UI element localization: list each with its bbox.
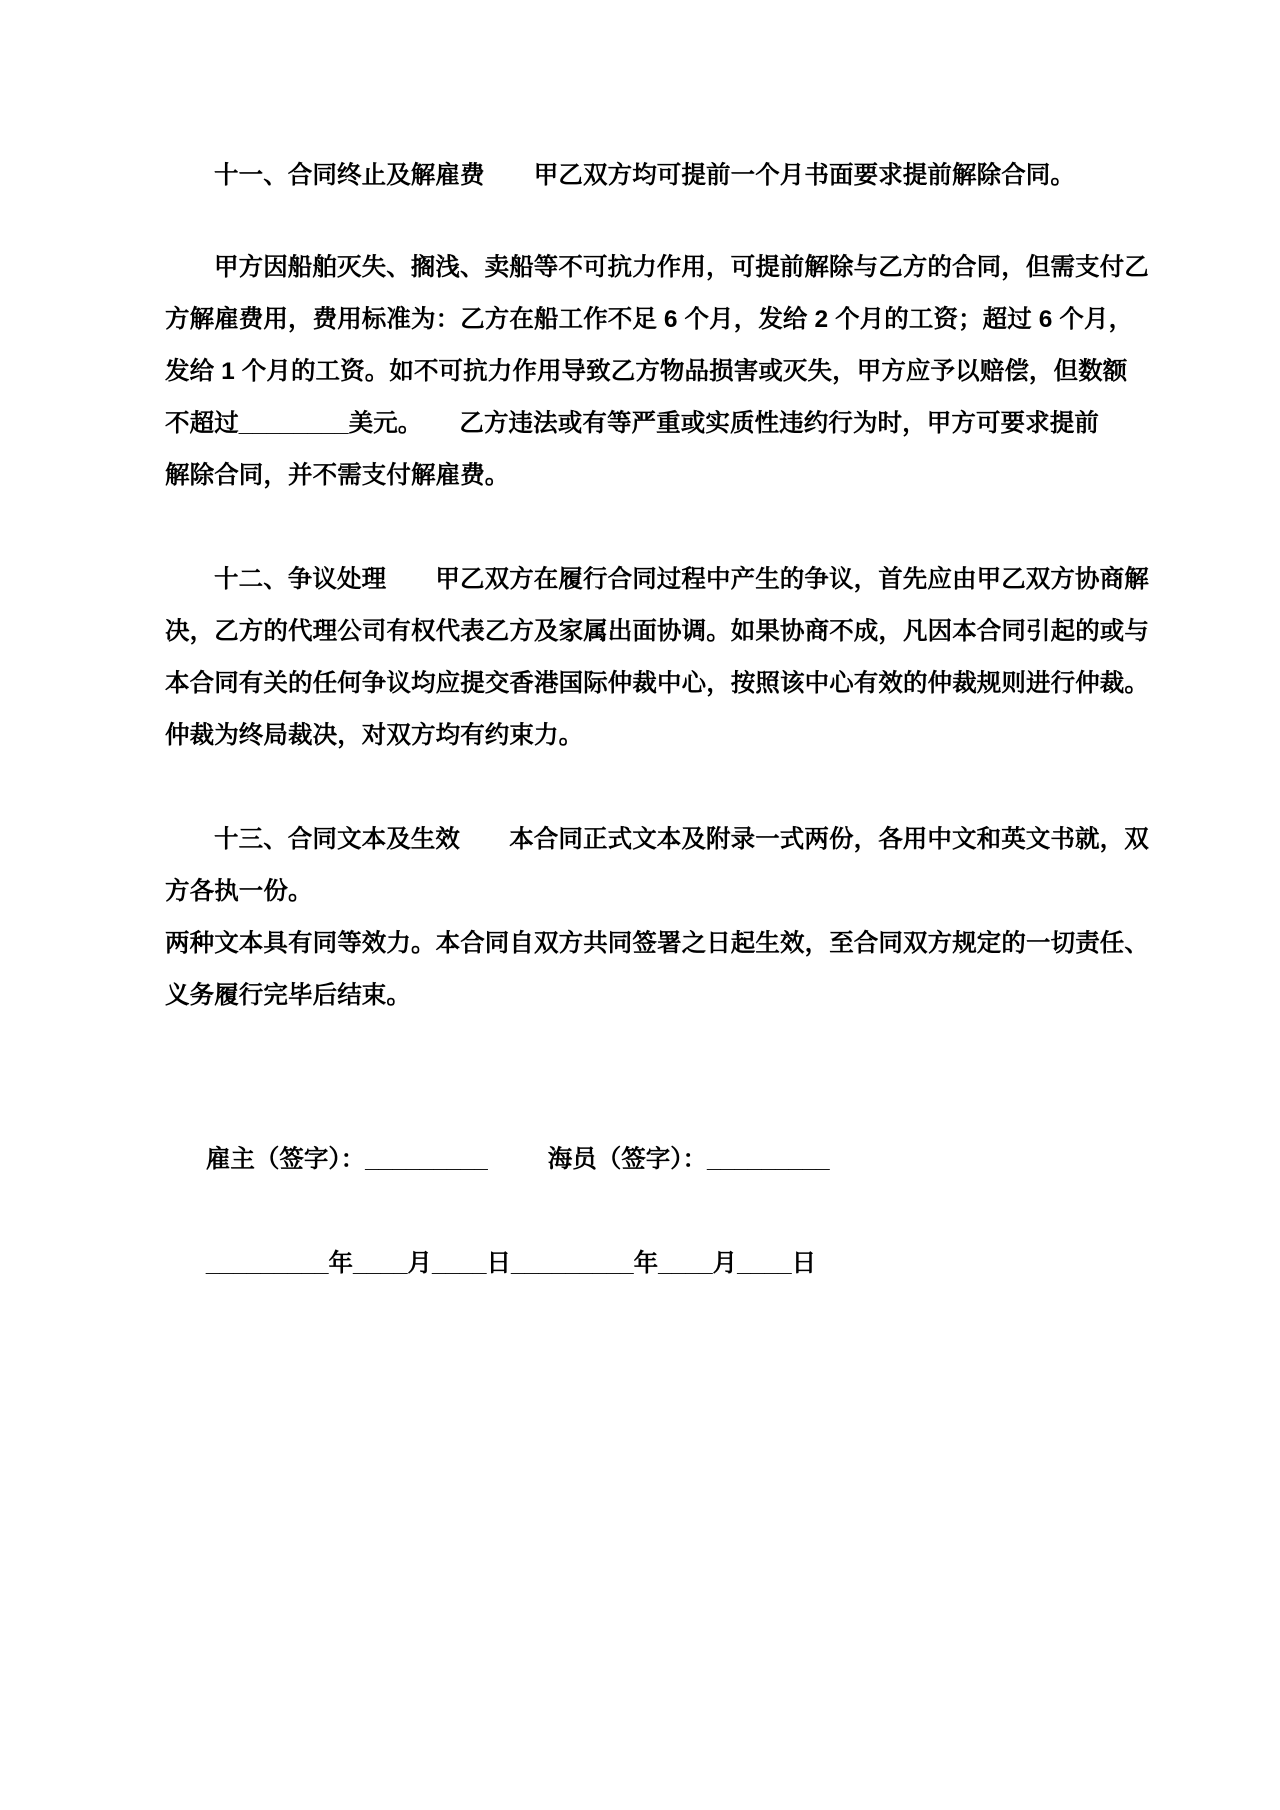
paragraph-line: 发给 1 个月的工资。如不可抗力作用导致乙方物品损害或灭失，甲方应予以赔偿，但数额 [165,358,1128,385]
section-12-heading-line: 十二、争议处理 甲乙双方在履行合同过程中产生的争议，首先应由甲乙双方协商解 [214,566,1149,593]
seafarer-date-blank[interactable]: _________年____月____日 [510,1250,817,1277]
section-11-heading-line: 十一、合同终止及解雇费 甲乙双方均可提前一个月书面要求提前解除合同。 [214,162,1075,189]
section-11 [165,150,1075,202]
paragraph-line: 决，乙方的代理公司有权代表乙方及家属出面协调。如果协商不成，凡因本合同引起的或与 [165,618,1149,645]
spacer [165,762,980,814]
document-body [165,150,1149,1277]
paragraph-line: 本合同有关的任何争议均应提交香港国际仲裁中心，按照该中心有效的仲裁规则进行仲裁。 [165,670,1149,697]
paragraph-line: 方各执一份。 [165,878,313,905]
paragraph-line-blank-amount: 不超过________美元。 乙方违法或有等严重或实质性违约行为时，甲方可要求提前 [165,410,1099,437]
spacer [165,502,980,554]
seafarer-signature-label: 海员（签字）： [547,1146,707,1173]
paragraph-line: 义务履行完毕后结束。 [165,982,411,1009]
paragraph-line: 仲裁为终局裁决，对双方均有约束力。 [165,722,584,749]
section-13 [165,814,1149,1022]
paragraph-line: 甲方因船舶灭失、搁浅、卖船等不可抗力作用，可提前解除与乙方的合同，但需支付乙 [214,254,1149,281]
employer-signature-blank[interactable]: _________ [365,1146,488,1173]
signature-row [165,1082,980,1173]
section-13-heading-line: 十三、合同文本及生效 本合同正式文本及附录一式两份，各用中文和英文书就，双 [214,826,1149,853]
paragraph-line: 两种文本具有同等效力。本合同自双方共同签署之日起生效，至合同双方规定的一切责任、 [165,930,1149,957]
spacer [165,202,980,242]
seafarer-signature-blank[interactable]: _________ [706,1146,830,1173]
employer-signature-label: 雇主（签字）： [205,1146,366,1173]
paragraph-line: 解除合同，并不需支付解雇费。 [165,462,510,489]
paragraph-line: 方解雇费用，费用标准为：乙方在船工作不足 6 个月，发给 2 个月的工资；超过 6 个月， [165,306,1134,333]
section-12 [165,554,1149,762]
date-row [165,1186,980,1277]
section-11-body [165,242,1149,502]
employer-date-blank[interactable]: _________年____月____日 [205,1250,511,1277]
spacer [165,1022,980,1082]
